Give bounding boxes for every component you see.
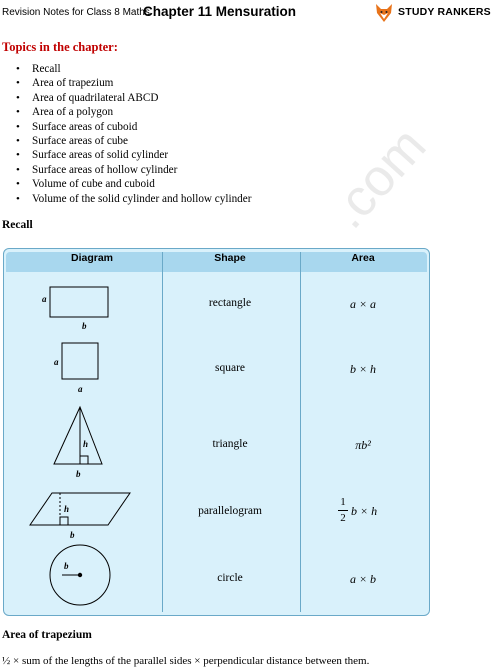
circle-diagram bbox=[50, 545, 110, 605]
triangle-height-label: h bbox=[83, 439, 89, 449]
chapter-title: Chapter 11 Mensuration bbox=[143, 4, 297, 19]
recall-table bbox=[3, 248, 430, 616]
topic-item: • Volume of cube and cuboid bbox=[16, 177, 251, 191]
square-diagram bbox=[54, 343, 98, 394]
fraction-denominator: 2 bbox=[340, 512, 346, 524]
topics-heading: Topics in the chapter: bbox=[2, 40, 118, 54]
trapezium-formula: ½ × sum of the lengths of the parallel sides × perpendicular distance between them. bbox=[2, 655, 370, 667]
fox-logo-icon bbox=[374, 2, 394, 24]
topic-item: • Area of a polygon bbox=[16, 105, 251, 119]
trapezium-heading: Area of trapezium bbox=[2, 629, 92, 641]
watermark: .com bbox=[318, 116, 438, 240]
rectangle-diagram bbox=[42, 287, 108, 331]
brand-name: STUDY RANKERS bbox=[398, 6, 491, 18]
column-header-area: Area bbox=[351, 252, 375, 264]
area-triangle: πb² bbox=[355, 438, 371, 452]
shape-triangle: triangle bbox=[212, 438, 248, 450]
area-rectangle: a × a bbox=[349, 297, 377, 311]
column-header-shape: Shape bbox=[214, 252, 246, 264]
topic-item: • Surface areas of cube bbox=[16, 134, 251, 148]
parallelogram-diagram bbox=[30, 493, 130, 540]
brand-logo[interactable] bbox=[374, 2, 491, 24]
topic-item: • Surface areas of cuboid bbox=[16, 120, 251, 134]
area-circle: a × b bbox=[349, 572, 377, 586]
triangle-diagram bbox=[54, 407, 102, 479]
area-square: b × h bbox=[349, 362, 377, 376]
topic-item: • Area of trapezium bbox=[16, 76, 251, 90]
header-subject: Revision Notes for Class 8 Maths bbox=[2, 7, 150, 18]
topic-item: • Surface areas of solid cylinder bbox=[16, 148, 251, 162]
fraction-bar bbox=[338, 510, 348, 511]
page-header bbox=[0, 0, 491, 30]
topic-item: • Recall bbox=[16, 62, 251, 76]
square-base-label: a bbox=[78, 384, 83, 394]
parallelogram-height-label: h bbox=[64, 504, 70, 514]
topic-item: • Area of quadrilateral ABCD bbox=[16, 91, 251, 105]
square-side-label: a bbox=[54, 357, 59, 367]
circle-radius-label: b bbox=[64, 561, 69, 571]
recall-heading: Recall bbox=[2, 219, 33, 231]
topic-item: • Volume of the solid cylinder and hollow cylinder bbox=[16, 192, 251, 206]
area-parallelogram-expr: b × h bbox=[351, 504, 378, 518]
shape-rectangle: rectangle bbox=[208, 297, 252, 309]
shape-square: square bbox=[214, 362, 245, 374]
area-parallelogram bbox=[338, 496, 398, 526]
parallelogram-base-label: b bbox=[70, 530, 75, 540]
rectangle-side-label: a bbox=[42, 294, 47, 304]
diagram-column bbox=[4, 249, 164, 617]
shape-circle: circle bbox=[217, 572, 243, 584]
topic-item: • Surface areas of hollow cylinder bbox=[16, 163, 251, 177]
shape-parallelogram: parallelogram bbox=[198, 505, 262, 517]
topics-list bbox=[16, 62, 251, 206]
rectangle-base-label: b bbox=[82, 321, 87, 331]
fraction-numerator: 1 bbox=[340, 496, 346, 508]
triangle-base-label: b bbox=[76, 469, 81, 479]
column-header-diagram: Diagram bbox=[70, 252, 113, 264]
